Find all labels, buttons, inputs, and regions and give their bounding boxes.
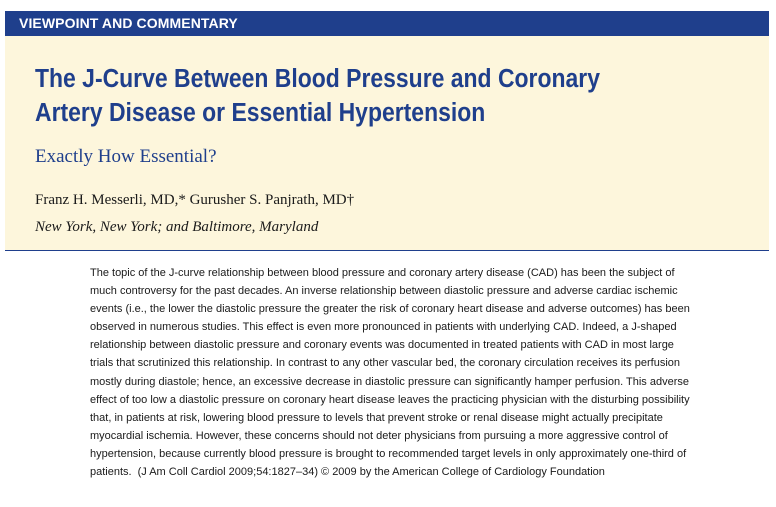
article-title: The J-Curve Between Blood Pressure and Coronary Artery Disease or Essential Hypertension — [35, 65, 600, 127]
abstract-citation: (J Am Coll Cardiol 2009;54:1827–34) © 2009 by the American College of Cardiology Foundation — [137, 466, 605, 479]
abstract-text: The topic of the J-curve relationship between blood pressure and coronary artery disease (CAD) has been the subject of much controversy for the past decades. An inverse relationship between diastolic pressure and adverse cardiac ischemic events (i.e., the lower the diastolic pressure the greater the risk of coronary heart disease and adverse outcomes) has been observed in numerous studies. This effect is even more pronounced in patients with underlying CAD. Indeed, a J-shaped relationship between diastolic pressure and coronary events was documented in treated patients with CAD in most large trials that scrutinized this relationship. In contrast to any other vascular bed, the coronary circulation receives its perfusion mostly during diastole; hence, an excessive decrease in diastolic pressure can significantly hamper perfusion. This adverse effect of too low a diastolic pressure on coronary heart disease leaves the practicing physician with the disturbing possibility that, in patients at risk, lowering blood pressure to levels that prevent stroke or renal disease might actually precipitate myocardial ischemia. However, these concerns should not deter physicians from pursuing a more aggressive control of hypertension, because currently blood pressure is brought to recommended target levels in only approximately one-third of patients. — [90, 267, 690, 479]
article-authors: Franz H. Messerli, MD,* Gurusher S. Panjrath, MD† — [35, 192, 355, 208]
article-affiliation: New York, New York; and Baltimore, Maryland — [35, 219, 319, 235]
article-subtitle: Exactly How Essential? — [35, 146, 217, 167]
abstract — [90, 264, 698, 481]
header-divider — [5, 250, 769, 251]
section-label: VIEWPOINT AND COMMENTARY — [5, 11, 769, 36]
